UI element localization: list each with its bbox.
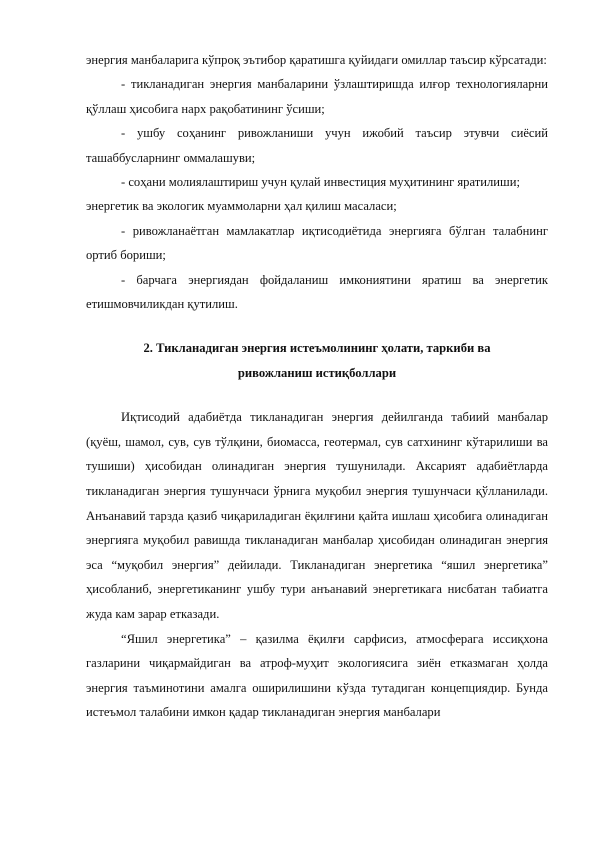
section-heading — [86, 336, 548, 385]
section-body — [86, 405, 548, 725]
section-heading-line: ривожланиш истиқболлари — [237, 365, 397, 380]
bullet-item: - барчага энергиядан фойдаланиш имкониятини яратиш ва энергетик етишмовчиликдан қутилиш. — [86, 272, 548, 312]
document-body — [86, 48, 548, 725]
bullet-item: - ривожланаётган мамлакатлар иқтисодиётида энергияга бўлган талабнинг ортиб бориши; — [86, 223, 548, 263]
bullet-item: - тикланадиган энергия манбаларини ўзлаштиришда илғор технологияларни қўллаш ҳисобига нарх рақобатининг ўсиши; — [86, 77, 548, 116]
bullet-item: - ушбу соҳанинг ривожланиши учун ижобий таъсир этувчи сиёсий ташаббусларнинг оммалашуви; — [86, 126, 548, 165]
body-paragraph: “Яшил энергетика” – қазилма ёқилғи сарфисиз, атмосферага иссиқхона газларини чиқармайдиган ва атроф-муҳит экологиясига зиён етказмаган ҳолда энергия таъминотини амалга оширилишини кўзда тутадиган концепциядир. Бунда истеъмол талабини имкон қадар тикланадиган энергия манбалари — [86, 631, 548, 720]
bullet-item: - соҳани молиялаштириш учун қулай инвестиция муҳитининг яратилиши; — [121, 175, 520, 190]
body-paragraph: Иқтисодий адабиётда тикланадиган энергия дейилганда табиий манбалар (қуёш, шамол, сув, сув тўлқини, биомасса, геотермал, сув сатхининг кўтарилиши ва тушиши) ҳисобидан олинадиган энергия тушунилади. Аксарият адабиётларда тикланадиган энергия тушунчаси ўрнига муқобил энергия тушунчаси қўлланилади. Анъанавий тарзда қазиб чиқариладиган ёқилғини қайта ишлаш ҳисобига олинадиган энергияга муқобил равишда тикланадиган манбалар ҳисобидан олинадиган энергия эса “муқобил энергия” дейилади. Тикланадиган энергетика “яшил энергетика” ҳисобланиб, энергетиканинг ушбу тури анъанавий энергетикага нисбатан табиатга жуда кам зарар етказади. — [86, 410, 548, 622]
intro-paragraph: энергия манбаларига кўпроқ эътибор қаратишга қуйидаги омиллар таъсир кўрсатади: — [86, 53, 547, 67]
section-heading-line: 2. Тикланадиган энергия истеъмолининг ҳолати, таркиби ва — [143, 341, 491, 356]
plain-line: энергетик ва экологик муаммоларни ҳал қилиш масаласи; — [86, 199, 397, 214]
